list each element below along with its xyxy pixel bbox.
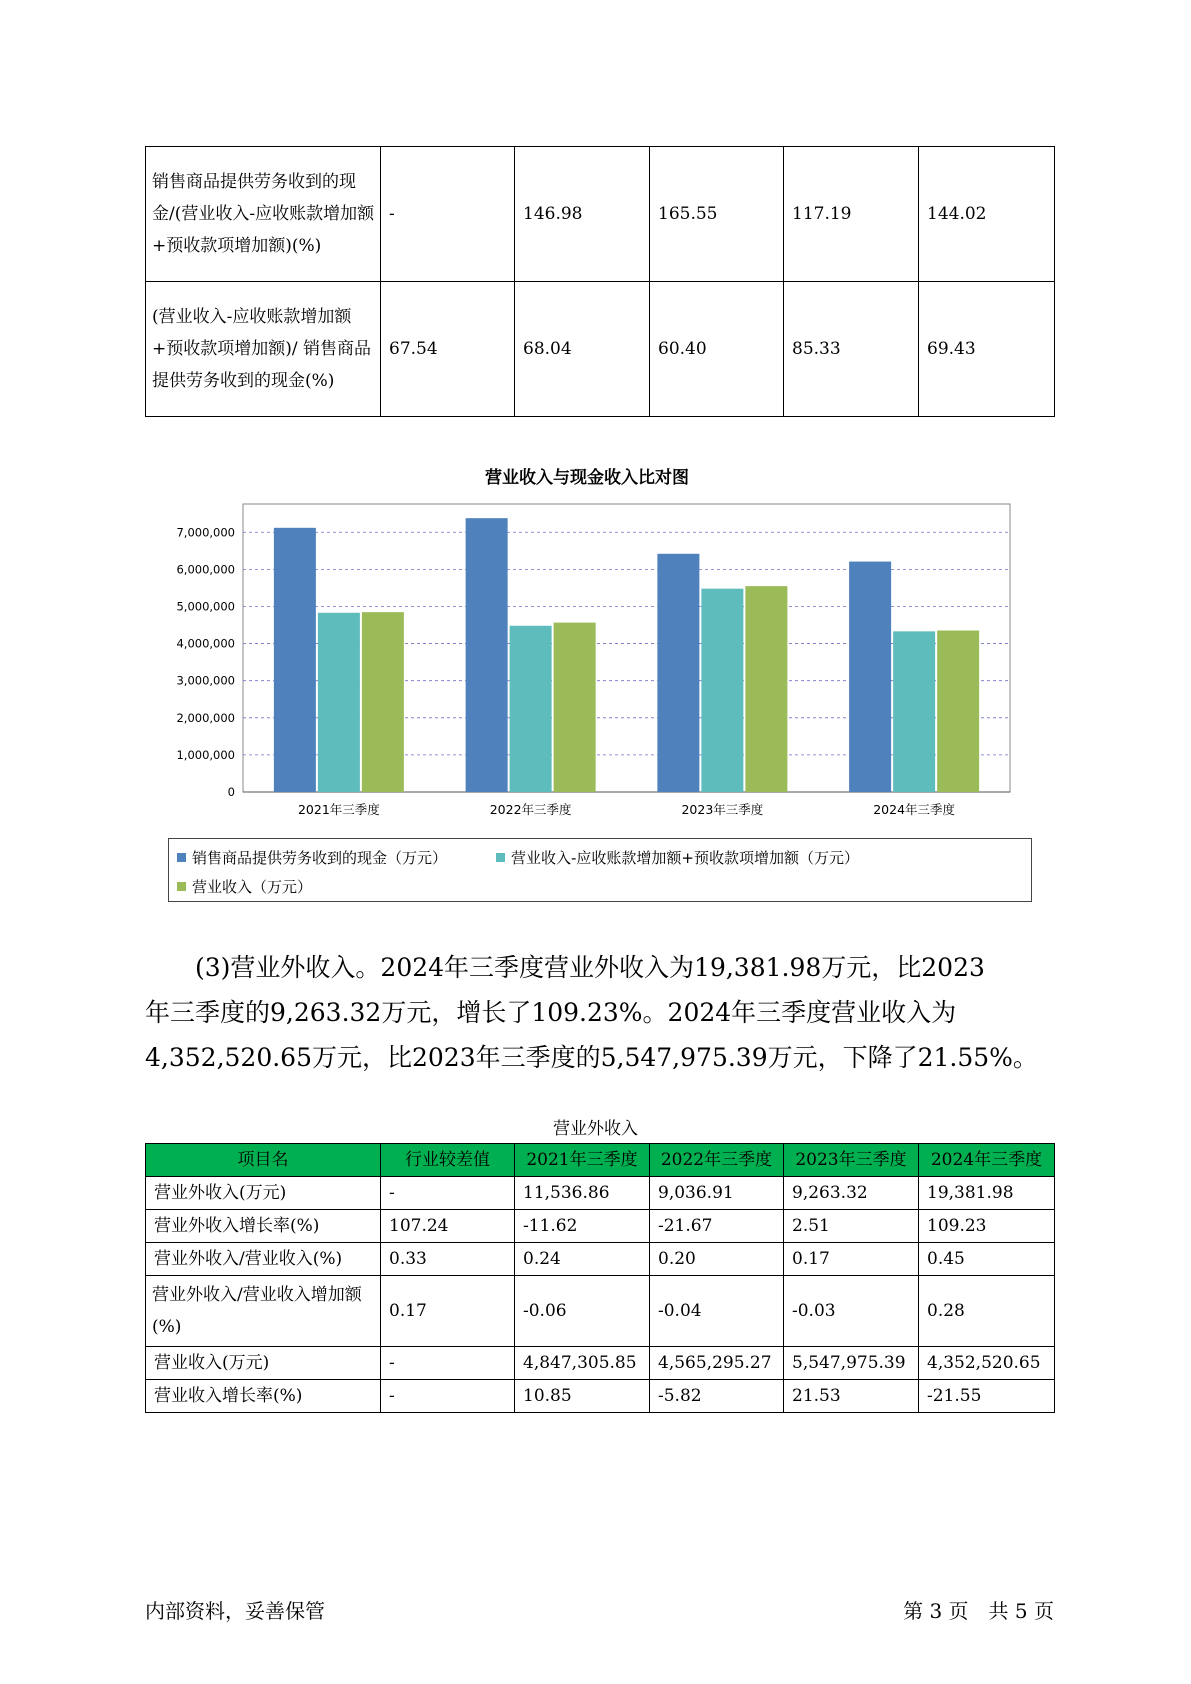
legend-swatch-icon	[496, 853, 505, 862]
legend-item	[177, 876, 312, 897]
table-cell: 165.55	[650, 147, 784, 282]
table-cell: -0.04	[650, 1276, 784, 1347]
row-label: 营业收入(万元)	[146, 1347, 381, 1380]
table-cell: 0.20	[650, 1243, 784, 1276]
legend-item	[496, 847, 859, 868]
column-header: 2021年三季度	[515, 1144, 650, 1177]
table-cell: 0.24	[515, 1243, 650, 1276]
table-cell: 2.51	[784, 1210, 919, 1243]
table-row	[146, 147, 1055, 282]
table-cell: 69.43	[919, 282, 1055, 417]
row-label: 营业外收入增长率(%)	[146, 1210, 381, 1243]
legend-swatch-icon	[177, 853, 186, 862]
legend-label: 营业收入（万元）	[192, 878, 313, 896]
bar	[893, 631, 935, 792]
table-cell: 0.17	[784, 1243, 919, 1276]
table-row	[146, 1276, 1055, 1347]
paragraph-line: (3)营业外收入。2024年三季度营业外收入为19,381.98万元，比2023	[195, 953, 985, 982]
table-cell: 146.98	[515, 147, 650, 282]
table-cell: -0.03	[784, 1276, 919, 1347]
bar	[362, 612, 404, 792]
chart-title: 营业收入与现金收入比对图	[485, 468, 689, 488]
legend-label: 销售商品提供劳务收到的现金（万元）	[192, 849, 448, 867]
bar	[318, 613, 360, 792]
table-cell: 4,565,295.27	[650, 1347, 784, 1380]
table-cell: 85.33	[784, 282, 919, 417]
table-cell: -	[381, 1347, 515, 1380]
y-tick-label: 4,000,000	[176, 636, 235, 651]
table-cell: -21.67	[650, 1210, 784, 1243]
bar	[274, 528, 316, 792]
table-cell: -	[381, 1177, 515, 1210]
x-tick-label: 2022年三季度	[489, 802, 572, 817]
bar	[745, 586, 787, 792]
bar	[510, 626, 552, 792]
chart-legend	[168, 838, 1032, 902]
table-cell: 9,036.91	[650, 1177, 784, 1210]
table-cell: 0.28	[919, 1276, 1055, 1347]
table-cell: 4,847,305.85	[515, 1347, 650, 1380]
y-tick-label: 1,000,000	[176, 747, 235, 762]
revenue-cash-bar-chart	[145, 455, 1025, 835]
page-number: 第 3 页 共 5 页	[903, 1599, 1054, 1623]
table-cell: 4,352,520.65	[919, 1347, 1055, 1380]
table-cell: 19,381.98	[919, 1177, 1055, 1210]
column-header: 行业较差值	[381, 1144, 515, 1177]
bar	[554, 623, 596, 792]
table-header-row	[146, 1144, 1055, 1177]
bar	[466, 518, 508, 792]
table-cell: 68.04	[515, 282, 650, 417]
y-tick-label: 2,000,000	[176, 710, 235, 725]
footer-confidential-note: 内部资料，妥善保管	[145, 1599, 325, 1623]
row-label: 营业外收入/营业收入(%)	[146, 1243, 381, 1276]
row-label: 营业收入增长率(%)	[146, 1380, 381, 1413]
table-row	[146, 1243, 1055, 1276]
table-row	[146, 282, 1055, 417]
bar	[849, 562, 891, 792]
table-cell: 0.33	[381, 1243, 515, 1276]
table-cell: -5.82	[650, 1380, 784, 1413]
table-cell: 109.23	[919, 1210, 1055, 1243]
table-cell: 107.24	[381, 1210, 515, 1243]
bar	[937, 630, 979, 792]
legend-label: 营业收入-应收账款增加额+预收款项增加额（万元）	[511, 849, 859, 867]
table-cell: 117.19	[784, 147, 919, 282]
table-cell: -21.55	[919, 1380, 1055, 1413]
table-row	[146, 1210, 1055, 1243]
table-cell: 0.45	[919, 1243, 1055, 1276]
y-tick-label: 3,000,000	[176, 673, 235, 688]
table-cell: -	[381, 1380, 515, 1413]
table-cell: 21.53	[784, 1380, 919, 1413]
table-row	[146, 1347, 1055, 1380]
row-label: 销售商品提供劳务收到的现金/(营业收入-应收账款增加额+预收款项增加额)(%)	[146, 147, 381, 282]
x-tick-label: 2023年三季度	[681, 802, 764, 817]
y-tick-label: 7,000,000	[176, 525, 235, 540]
table-body	[146, 1177, 1055, 1413]
ratio-table	[145, 146, 1055, 417]
x-tick-label: 2024年三季度	[873, 802, 956, 817]
row-label: (营业收入-应收账款增加额+预收款项增加额)/ 销售商品提供劳务收到的现金(%)	[146, 282, 381, 417]
body-paragraph	[145, 945, 1055, 1080]
table-cell: 9,263.32	[784, 1177, 919, 1210]
table-cell: 144.02	[919, 147, 1055, 282]
table-row	[146, 1177, 1055, 1210]
table-cell: 10.85	[515, 1380, 650, 1413]
table-caption: 营业外收入	[553, 1119, 638, 1139]
table-cell: -	[381, 147, 515, 282]
table-cell: 60.40	[650, 282, 784, 417]
column-header: 2022年三季度	[650, 1144, 784, 1177]
table-cell: 11,536.86	[515, 1177, 650, 1210]
row-label: 营业外收入/营业收入增加额(%)	[146, 1276, 381, 1347]
column-header: 2024年三季度	[919, 1144, 1055, 1177]
bar	[657, 554, 699, 792]
legend-swatch-icon	[177, 882, 186, 891]
x-tick-label: 2021年三季度	[297, 802, 380, 817]
column-header: 2023年三季度	[784, 1144, 919, 1177]
table-cell: 5,547,975.39	[784, 1347, 919, 1380]
table-row	[146, 1380, 1055, 1413]
y-tick-label: 5,000,000	[176, 599, 235, 614]
column-header: 项目名	[146, 1144, 381, 1177]
bar	[701, 589, 743, 792]
table-cell: 67.54	[381, 282, 515, 417]
legend-item	[177, 847, 447, 868]
paragraph-line: 4,352,520.65万元，比2023年三季度的5,547,975.39万元，下降了21.55%。	[145, 1043, 1038, 1072]
table-cell: 0.17	[381, 1276, 515, 1347]
table-cell: -0.06	[515, 1276, 650, 1347]
table-cell: -11.62	[515, 1210, 650, 1243]
y-tick-label: 0	[227, 785, 235, 799]
paragraph-line: 年三季度的9,263.32万元，增长了109.23%。2024年三季度营业收入为	[145, 998, 957, 1027]
y-tick-label: 6,000,000	[176, 562, 235, 577]
non-operating-income-table	[145, 1143, 1055, 1413]
row-label: 营业外收入(万元)	[146, 1177, 381, 1210]
